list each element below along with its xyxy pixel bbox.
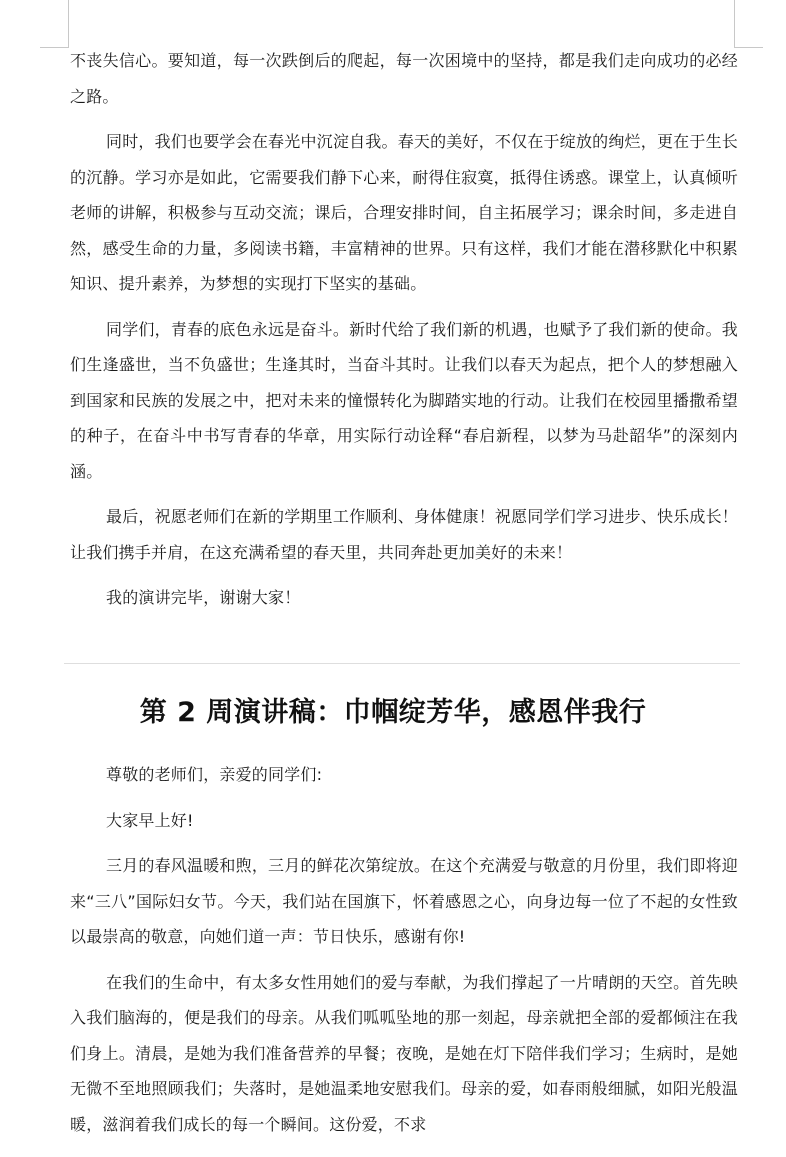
section-1-body [70, 43, 738, 616]
paragraph: 在我们的生命中，有太多女性用她们的爱与奉献，为我们撑起了一片晴朗的天空。首先映入我们脑海的，便是我们的母亲。从我们呱呱坠地的那一刻起，母亲就把全部的爱都倾注在我们身上。清晨，是她为我们准备营养的早餐；夜晚，是她在灯下陪伴我们学习；生病时，是她无微不至地照顾我们；失落时，是她温柔地安慰我们。母亲的爱，如春雨般细腻，如阳光般温暖，滋润着我们成长的每一个瞬间。这份爱，不求 [70, 972, 738, 1134]
salutation: 尊敬的老师们，亲爱的同学们: [106, 765, 323, 784]
paragraph: 同时，我们也要学会在春光中沉淀自我。春天的美好，不仅在于绽放的绚烂，更在于生长的沉静。学习亦是如此，它需要我们静下心来，耐得住寂寞，抵得住诱惑。课堂上，认真倾听老师的讲解，积极参与互动交流；课后，合理安排时间，自主拓展学习；课余时间，多走进自然，感受生命的力量，多阅读书籍，丰富精神的世界。只有这样，我们才能在潜移默化中积累知识、提升素养，为梦想的实现打下坚实的基础。 [70, 132, 738, 293]
paragraph: 同学们，青春的底色永远是奋斗。新时代给了我们新的机遇，也赋予了我们新的使命。我们生逢盛世，当不负盛世；生逢其时，当奋斗其时。让我们以春天为起点，把个人的梦想融入到国家和民族的发展之中，把对未来的憧憬转化为脚踏实地的行动。让我们在校园里播撒希望的种子，在奋斗中书写青春的华章，用实际行动诠释“春启新程，以梦为马赴韶华”的深刻内涵。 [70, 319, 738, 481]
section-2-title: 第 2 周演讲稿：巾帼绽芳华，感恩伴我行 [139, 697, 647, 728]
page-divider [64, 663, 740, 664]
paragraph: 最后，祝愿老师们在新的学期里工作顺利、身体健康！祝愿同学们学习进步、快乐成长！让我们携手并肩，在这充满希望的春天里，共同奔赴更加美好的未来！ [70, 507, 738, 562]
paragraph-continuation: 不丧失信心。要知道，每一次跌倒后的爬起，每一次困境中的坚持，都是我们走向成功的必经之路。 [70, 51, 738, 106]
section-2-body [70, 757, 738, 1142]
greeting: 大家早上好! [106, 810, 194, 830]
closing-line: 我的演讲完毕，谢谢大家！ [106, 588, 301, 607]
paragraph: 三月的春风温暖和煦，三月的鲜花次第绽放。在这个充满爱与敬意的月份里，我们即将迎来“三八”国际妇女节。今天，我们站在国旗下，怀着感恩之心，向身边每一位了不起的女性致以最崇高的敬意，向她们道一声：节日快乐，感谢有你! [70, 856, 738, 946]
crop-mark-top-right [734, 0, 763, 48]
crop-mark-top-left [40, 0, 69, 48]
